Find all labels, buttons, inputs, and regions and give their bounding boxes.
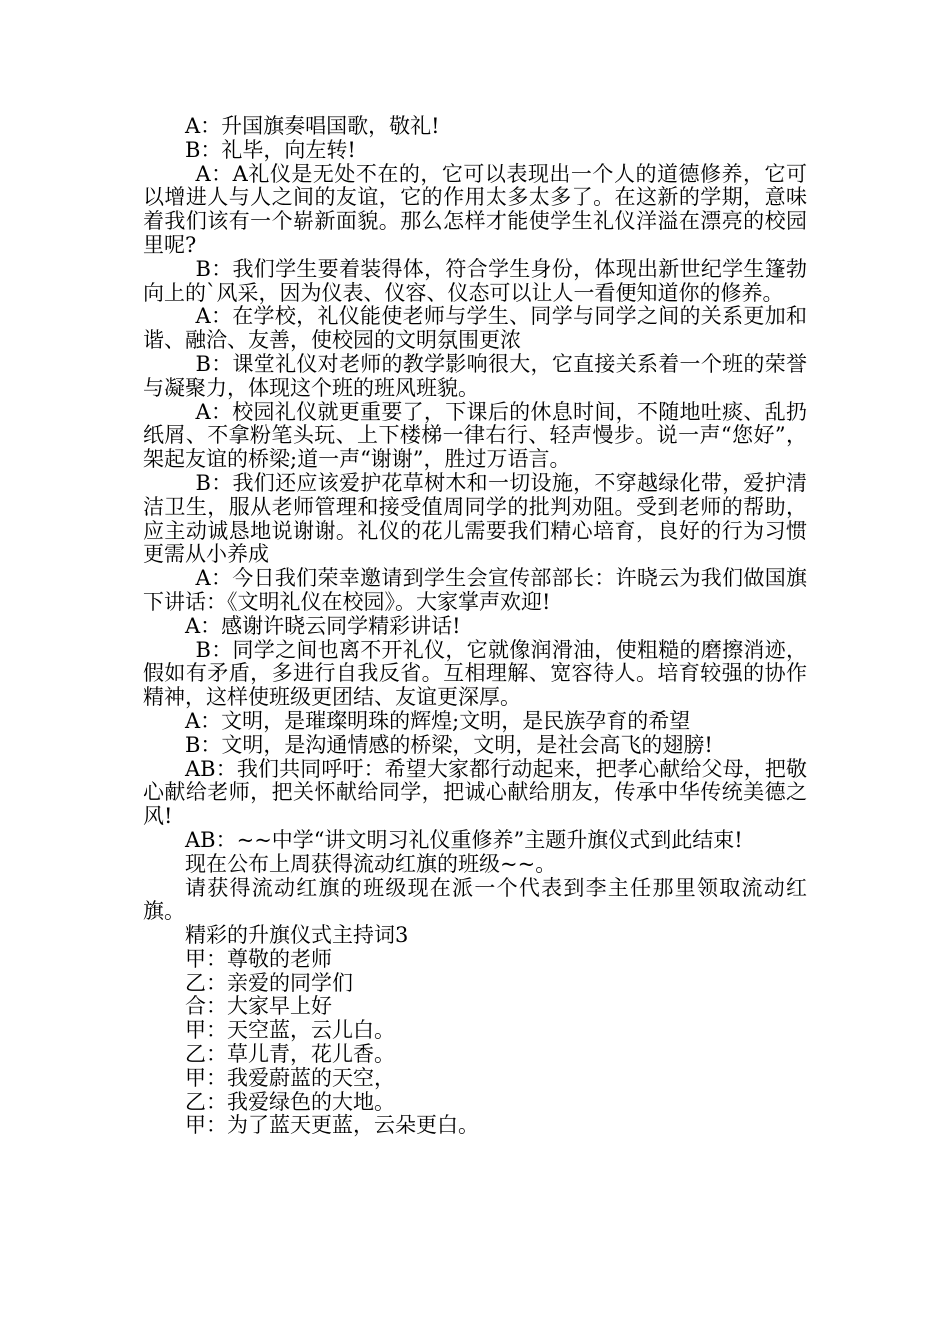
paragraph: 甲：为了蓝天更蓝，云朵更白。 bbox=[185, 1113, 479, 1138]
paragraph: B：同学之间也离不开礼仪，它就像润滑油，使粗糙的磨擦消迹，假如有矛盾，多进行自我反省。互相理解、宽容待人。培育较强的协作精神，这样使班级更团结、友谊更深厚。 bbox=[143, 637, 807, 710]
paragraph: B：文明，是沟通情感的桥梁，文明，是社会高飞的翅膀! bbox=[185, 732, 713, 757]
paragraph: A：感谢许晓云同学精彩讲话! bbox=[185, 613, 461, 638]
paragraph: B：课堂礼仪对老师的教学影响很大，它直接关系着一个班的荣誉与凝聚力，体现这个班的班风班貌。 bbox=[143, 351, 807, 400]
paragraph: A：在学校，礼仪能使老师与学生、同学与同学之间的关系更加和谐、融洽、友善，使校园的文明氛围更浓 bbox=[143, 304, 807, 353]
paragraph: 甲：天空蓝，云儿白。 bbox=[185, 1018, 395, 1043]
paragraph: 乙：草儿青，花儿香。 bbox=[185, 1042, 395, 1067]
paragraph: 甲：我爱蔚蓝的天空， bbox=[185, 1065, 395, 1090]
paragraph: A：今日我们荣幸邀请到学生会宣传部部长：许晓云为我们做国旗下讲话：《文明礼仪在校园》。大家掌声欢迎! bbox=[143, 566, 807, 614]
paragraph: 乙：我爱绿色的大地。 bbox=[185, 1089, 395, 1114]
section-title: 精彩的升旗仪式主持词3 bbox=[185, 923, 409, 948]
paragraph: A：A礼仪是无处不在的，它可以表现出一个人的道德修养，它可以增进人与人之间的友谊，它的作用太多太多了。在这新的学期，意味着我们该有一个崭新面貌。那么怎样才能使学生礼仪洋溢在漂亮的校园里呢? bbox=[143, 161, 807, 257]
paragraph: A：校园礼仪就更重要了，下课后的休息时间，不随地吐痰、乱扔纸屑、不拿粉笔头玩、上下楼梯一律右行、轻声慢步。说一声“您好”，架起友谊的桥梁;道一声“谢谢”，胜过万语言。 bbox=[143, 399, 807, 472]
paragraph: 请获得流动红旗的班级现在派一个代表到李主任那里领取流动红旗。 bbox=[143, 875, 807, 924]
paragraph: 甲：尊敬的老师 bbox=[185, 946, 332, 971]
paragraph: AB：我们共同呼吁：希望大家都行动起来，把孝心献给父母，把敬心献给老师，把关怀献给同学，把诚心献给朋友，传承中华传统美德之风! bbox=[143, 756, 807, 829]
paragraph: 乙：亲爱的同学们 bbox=[185, 970, 353, 995]
document-body bbox=[143, 115, 807, 1138]
paragraph: AB：~~中学“讲文明习礼仪重修养”主题升旗仪式到此结束! bbox=[185, 827, 743, 852]
paragraph: 合：大家早上好 bbox=[185, 994, 332, 1019]
paragraph: A：文明，是璀璨明珠的辉煌;文明，是民族孕育的希望 bbox=[185, 708, 691, 733]
paragraph: B：礼毕，向左转! bbox=[185, 137, 356, 162]
paragraph: B：我们学生要着装得体，符合学生身份，体现出新世纪学生篷勃向上的`风采，因为仪表、仪容、仪态可以让人一看便知道你的修养。 bbox=[143, 256, 807, 305]
paragraph: 现在公布上周获得流动红旗的班级~~。 bbox=[185, 851, 557, 876]
paragraph: B：我们还应该爱护花草树木和一切设施，不穿越绿化带，爱护清洁卫生，服从老师管理和接受值周同学的批判劝阻。受到老师的帮助，应主动诚恳地说谢谢。礼仪的花儿需要我们精心培育，良好的行为习惯更需从小养成 bbox=[143, 470, 807, 567]
paragraph: A：升国旗奏唱国歌，敬礼! bbox=[185, 114, 440, 138]
